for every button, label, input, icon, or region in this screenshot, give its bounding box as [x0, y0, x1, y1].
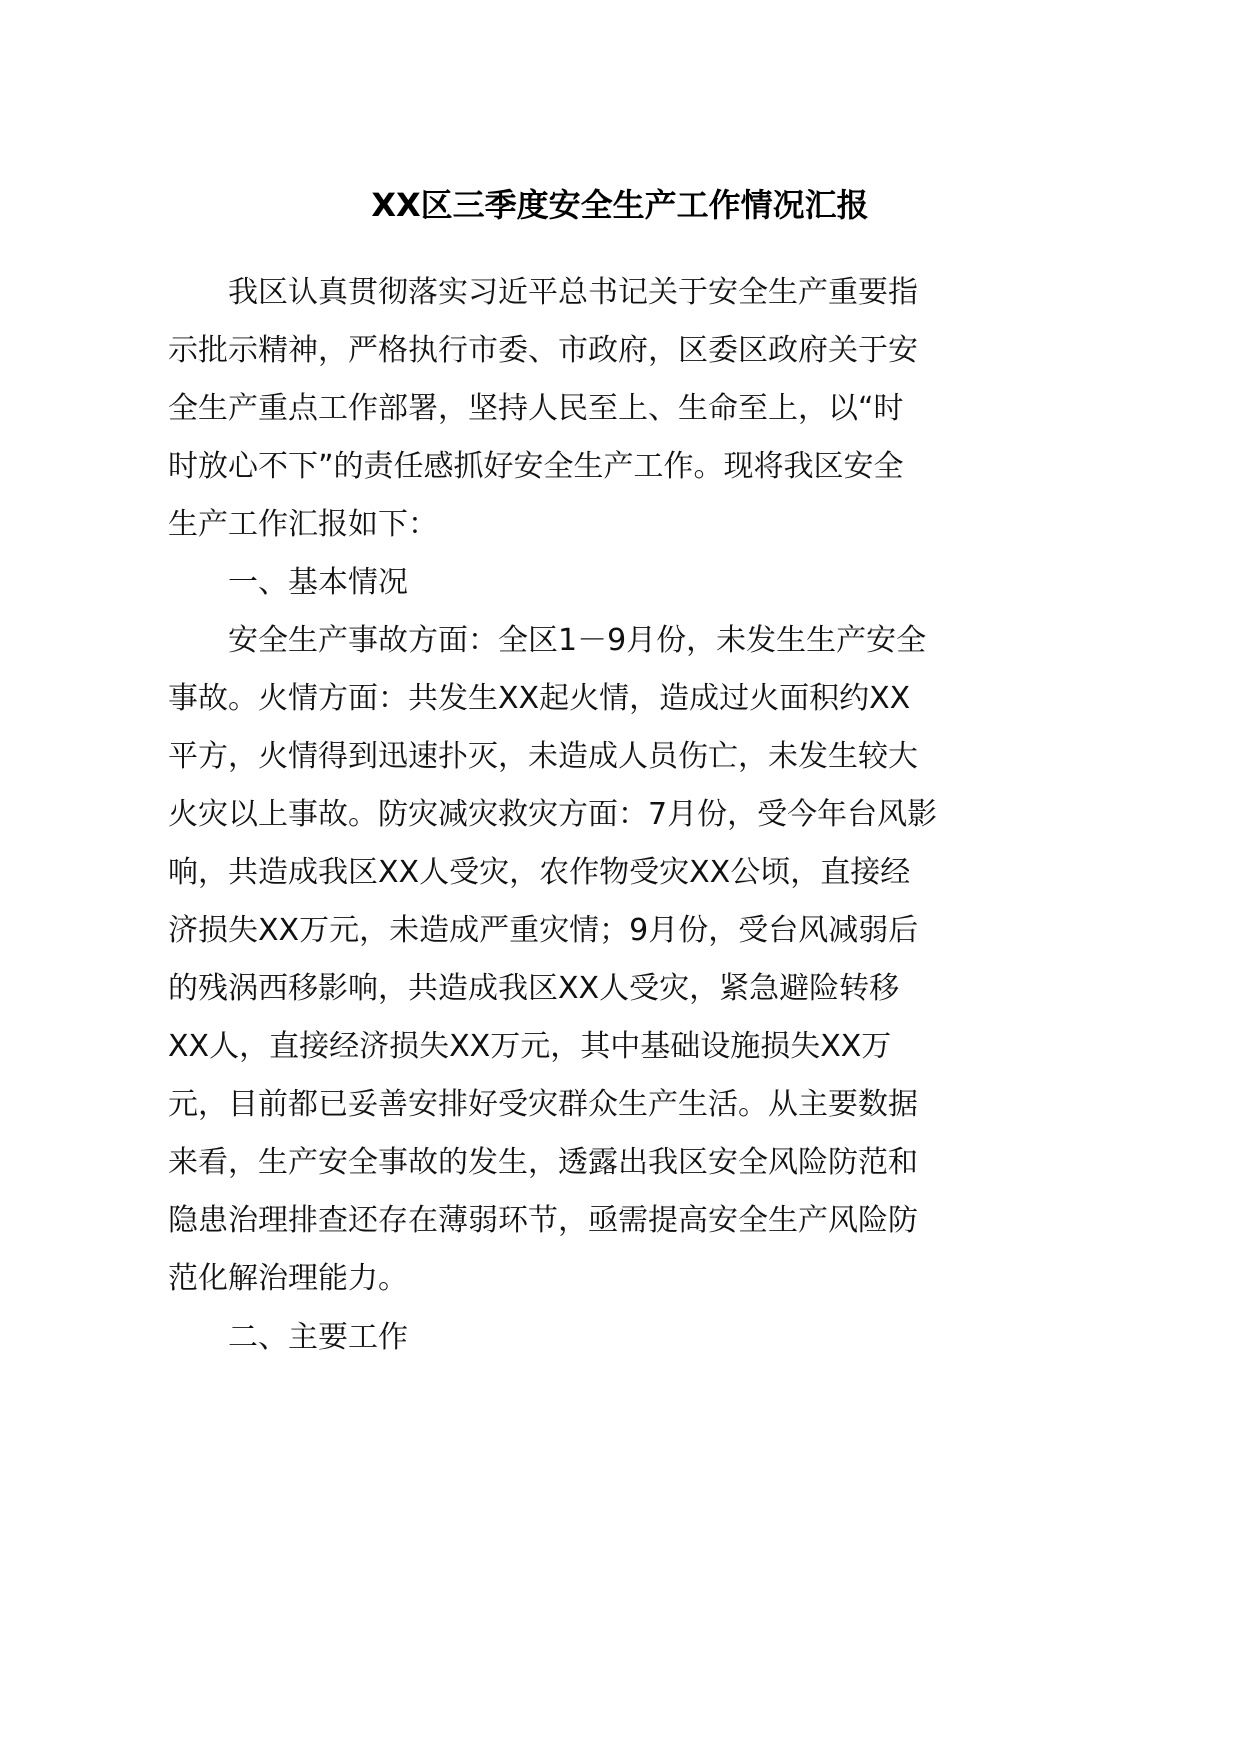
intro-line-1: 我区认真贯彻落实习近平总书记关于安全生产重要指: [228, 275, 918, 310]
section-heading-main-work: 二、主要工作: [228, 1320, 408, 1355]
section1-line-11: 隐患治理排查还存在薄弱环节，亟需提高安全生产风险防: [168, 1203, 918, 1238]
document-title: XX区三季度安全生产工作情况汇报: [371, 186, 869, 224]
intro-line-5: 生产工作汇报如下：: [168, 507, 438, 542]
section1-line-5: 响，共造成我区XX人受灾，农作物受灾XX公顷，直接经: [168, 855, 911, 890]
section1-line-9: 元，目前都已妥善安排好受灾群众生产生活。从主要数据: [168, 1087, 918, 1122]
intro-line-4: 时放心不下”的责任感抓好安全生产工作。现将我区安全: [168, 449, 904, 484]
section-heading-basic-situation: 一、基本情况: [228, 565, 408, 600]
section1-line-4: 火灾以上事故。防灾减灾救灾方面：7月份，受今年台风影: [168, 797, 938, 832]
intro-line-3: 全生产重点工作部署，坚持人民至上、生命至上，以“时: [168, 391, 904, 426]
section1-line-12: 范化解治理能力。: [168, 1261, 408, 1296]
section1-line-7: 的残涡西移影响，共造成我区XX人受灾，紧急避险转移: [168, 971, 900, 1006]
section1-line-8: XX人，直接经济损失XX万元，其中基础设施损失XX万: [168, 1029, 892, 1064]
section1-line-3: 平方，火情得到迅速扑灭，未造成人员伤亡，未发生较大: [168, 739, 918, 774]
section1-line-10: 来看，生产安全事故的发生，透露出我区安全风险防范和: [168, 1145, 918, 1180]
section1-line-2: 事故。火情方面：共发生XX起火情，造成过火面积约XX: [168, 681, 911, 716]
intro-line-2: 示批示精神，严格执行市委、市政府，区委区政府关于安: [168, 333, 918, 368]
section1-line-1: 安全生产事故方面：全区1－9月份，未发生生产安全: [228, 623, 927, 658]
section1-line-6: 济损失XX万元，未造成严重灾情；9月份，受台风减弱后: [168, 913, 919, 948]
